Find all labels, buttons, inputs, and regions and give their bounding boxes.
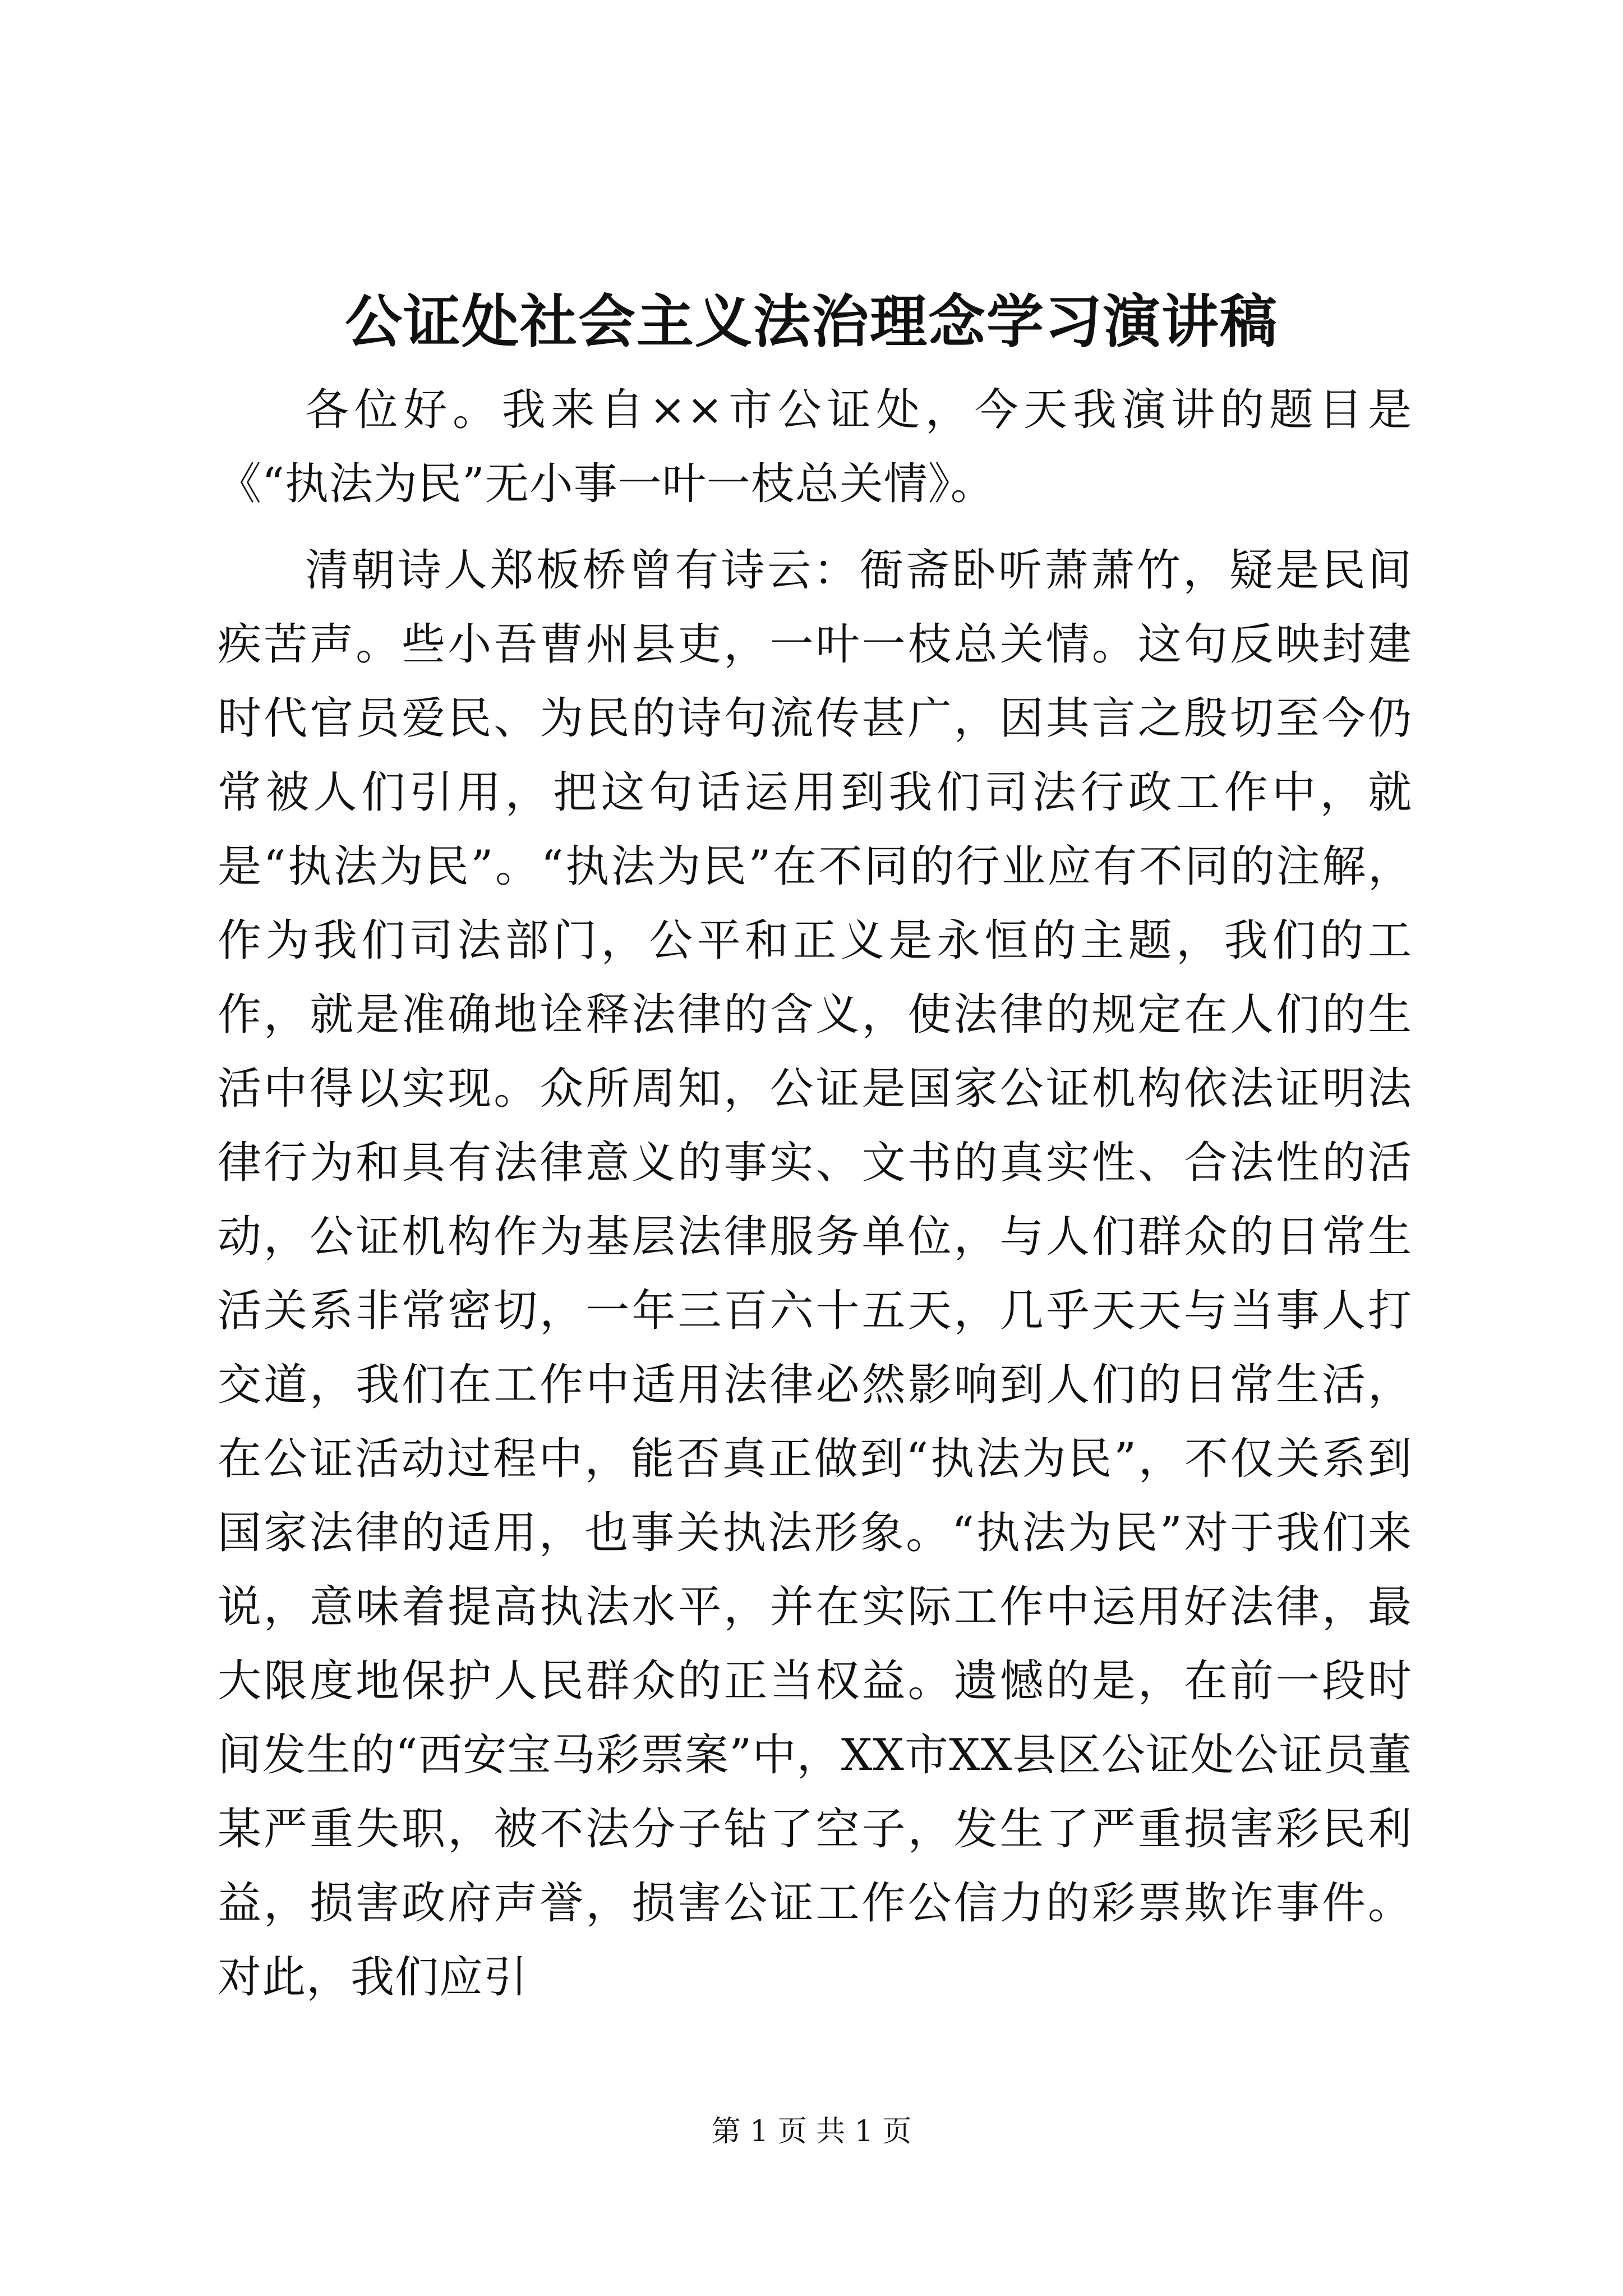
paragraph-main: 清朝诗人郑板桥曾有诗云：衙斋卧听萧萧竹，疑是民间疾苦声。些小吾曹州县吏，一叶一枝总关情。这句反映封建时代官员爱民、为民的诗句流传甚广，因其言之殷切至今仍常被人们引用，把这句话运用到我们司法行政工作中，就是“执法为民”。“执法为民”在不同的行业应有不同的注解，作为我们司法部门，公平和正义是永恒的主题，我们的工作，就是准确地诠释法律的含义，使法律的规定在人们的生活中得以实现。众所周知，公证是国家公证机构依法证明法律行为和具有法律意义的事实、文书的真实性、合法性的活动，公证机构作为基层法律服务单位，与人们群众的日常生活关系非常密切，一年三百六十五天，几乎天天与当事人打交道，我们在工作中适用法律必然影响到人们的日常生活，在公证活动过程中，能否真正做到“执法为民”，不仅关系到国家法律的适用，也事关执法形象。“执法为民”对于我们来说，意味着提高执法水平，并在实际工作中运用好法律，最大限度地保护人民群众的正当权益。遗憾的是，在前一段时间发生的“西安宝马彩票案”中，XX市XX县区公证处公证员董某严重失职，被不法分子钻了空子，发生了严重损害彩民利益，损害政府声誉，损害公证工作公信力的彩票欺诈事件。对此，我们应引 — [218, 545, 1412, 2003]
page-footer: 第 1 页 共 1 页 — [711, 2115, 912, 2148]
document-body — [218, 373, 1412, 2014]
document-title: 公证处社会主义法治理念学习演讲稿 — [345, 289, 1278, 356]
paragraph-greeting: 各位好。我来自××市公证处，今天我演讲的题目是《“执法为民”无小事一叶一枝总关情》。 — [218, 385, 1412, 509]
